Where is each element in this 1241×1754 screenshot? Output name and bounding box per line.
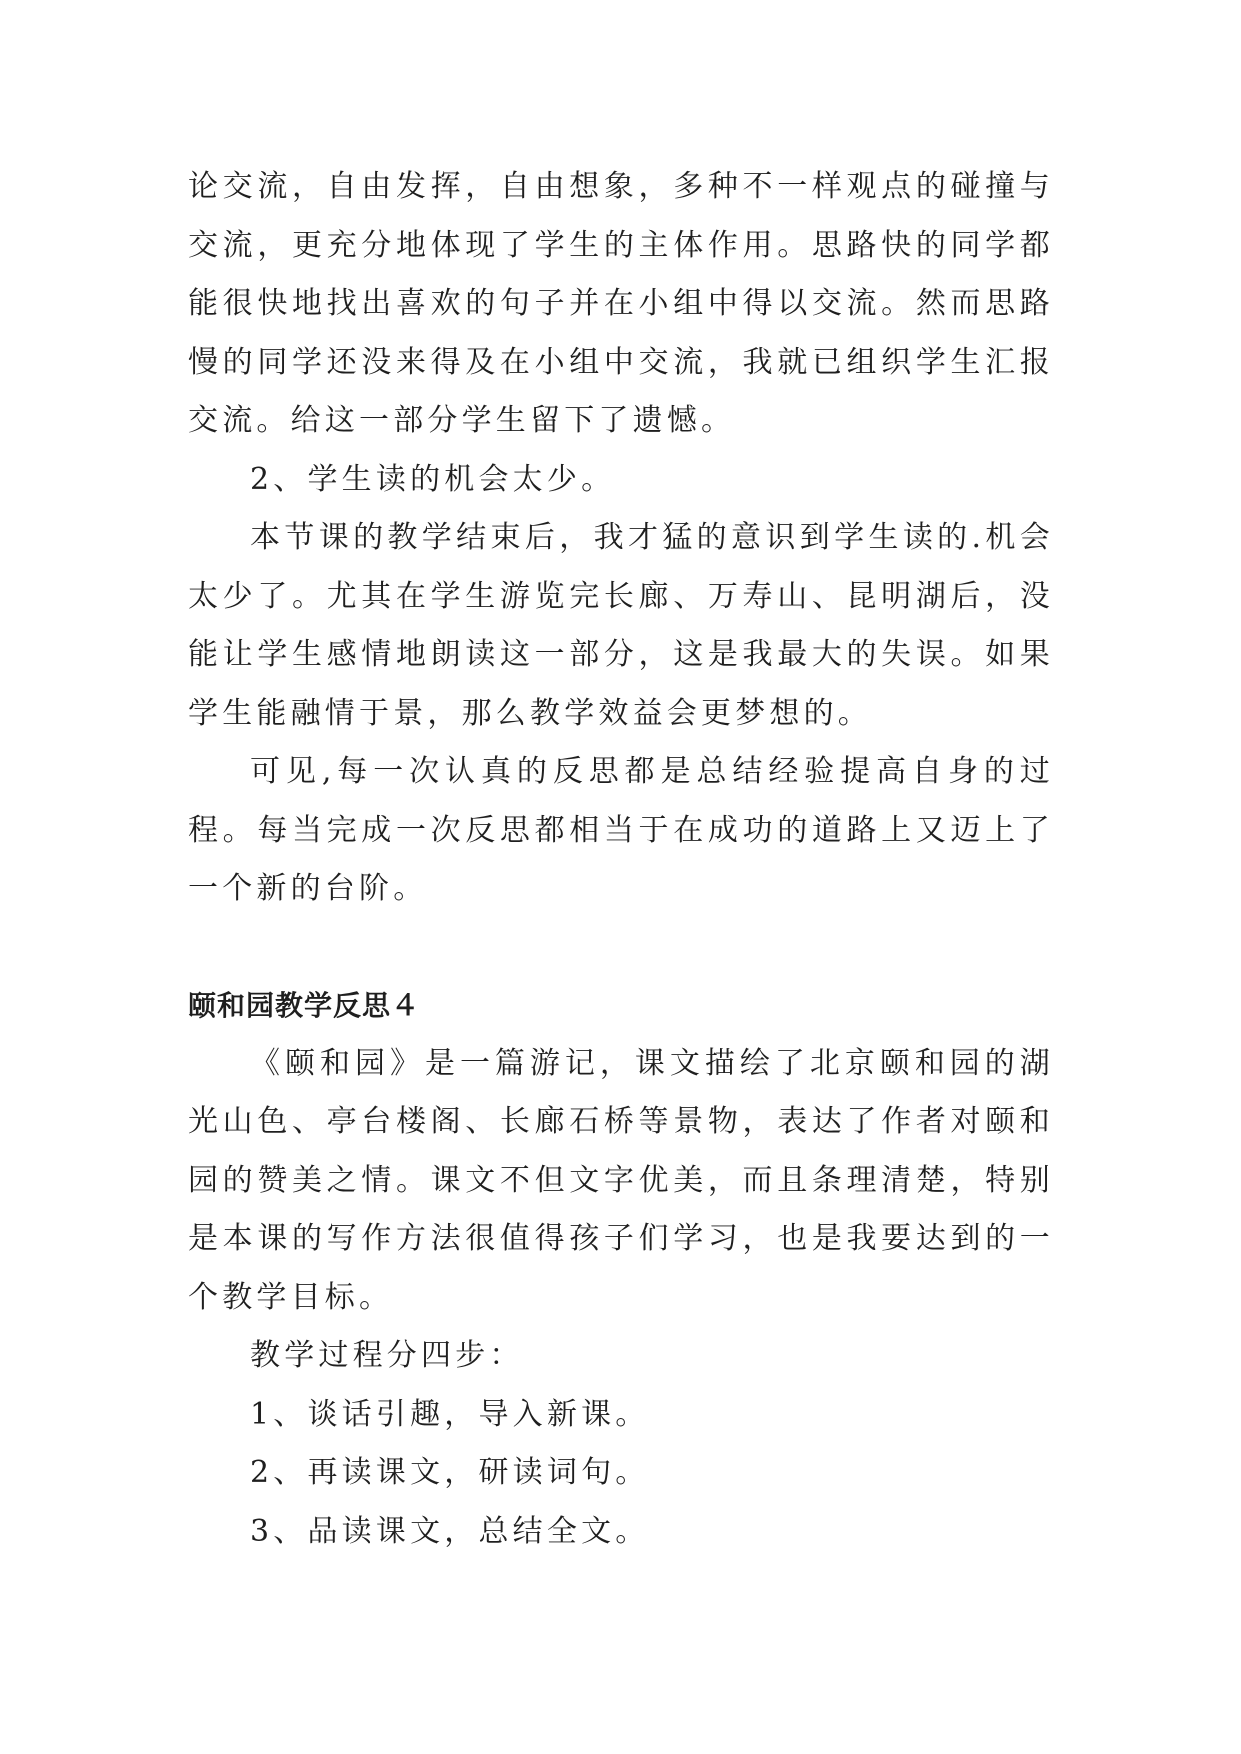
- paragraph-intro: 《颐和园》是一篇游记，课文描绘了北京颐和园的湖光山色、亭台楼阁、长廊石桥等景物，表达了作者对颐和园的赞美之情。课文不但文字优美，而且条理清楚，特别是本课的写作方法很值得孩子们学习，也是我要达到的一个教学目标。: [188, 1045, 1054, 1315]
- paragraph-reflection: 本节课的教学结束后，我才猛的意识到学生读的.机会太少了。尤其在学生游览完长廊、万寿山、昆明湖后，没能让学生感情地朗读这一部分，这是我最大的失误。如果学生能融情于景，那么教学效益会更梦想的。: [188, 520, 1054, 731]
- paragraph-point-2: 2、学生读的机会太少。: [250, 461, 616, 497]
- document-body: [188, 158, 1054, 1561]
- list-item-step-1: 1、谈话引趣，导入新课。: [250, 1396, 650, 1432]
- section-title: 颐和园教学反思４: [188, 988, 421, 1022]
- paragraph-conclusion: 可见,每一次认真的反思都是总结经验提高自身的过程。每当完成一次反思都相当于在成功的道路上又迈上了一个新的台阶。: [188, 754, 1054, 906]
- paragraph-continuation: 论交流，自由发挥，自由想象，多种不一样观点的碰撞与交流，更充分地体现了学生的主体作用。思路快的同学都能很快地找出喜欢的句子并在小组中得以交流。然而思路慢的同学还没来得及在小组中交流，我就已组织学生汇报交流。给这一部分学生留下了遗憾。: [188, 169, 1054, 438]
- list-item-step-2: 2、再读课文，研读词句。: [250, 1455, 650, 1490]
- paragraph-steps-heading: 教学过程分四步：: [250, 1338, 524, 1373]
- list-item-step-3: 3、品读课文，总结全文。: [250, 1513, 650, 1549]
